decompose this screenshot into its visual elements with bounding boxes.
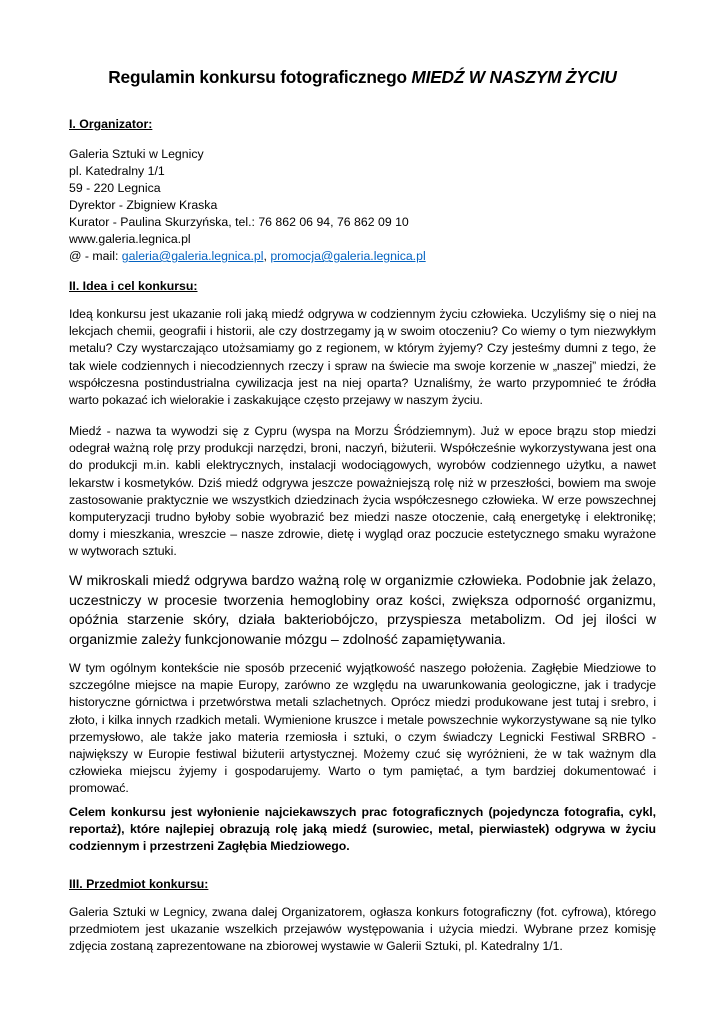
email-prefix: @ - mail: [69,249,122,263]
organizer-name: Galeria Sztuki w Legnicy [69,147,204,161]
organizer-street: pl. Katedralny 1/1 [69,164,165,178]
email-link-promocja[interactable]: promocja@galeria.legnica.pl [270,249,426,263]
organizer-city: 59 - 220 Legnica [69,181,161,195]
section-heading-subject: III. Przedmiot konkursu: [69,877,209,891]
idea-paragraph-1: Ideą konkursu jest ukazanie roli jaką miedź odgrywa w codziennym życiu człowieka. Uczyliśmy się o niej na lekcjach chemii, geografii i historii, ale czy dostrzegamy ją w swoim otoczeniu? Co wiemy o tym niezwykłym metalu? Czy wystarczająco utożsamiamy go z regionem, w którym żyjemy? Czy jesteśmy dumni z tego, że tak wiele codziennych i niecodziennych rzeczy i spraw na świecie ma swoje korzenie w „naszej” miedzi, że współczesna postindustrialna cywilizacja jest na niej oparta? Uznaliśmy, że warto przypomnieć te źródła warto pokazać ich wielorakie i zaskakujące często przejawy w naszym życiu. [69,307,656,408]
organizer-details [69,146,426,265]
organizer-director: Dyrektor - Zbigniew Kraska [69,198,218,212]
title-main: Regulamin konkursu fotograficznego [108,67,412,87]
idea-paragraph-goal: Celem konkursu jest wyłonienie najciekawszych prac fotograficznych (pojedyncza fotografia, cykl, reportaż), które najlepiej obrazują rolę jaką miedź (surowiec, metal, pierwiastek) odgrywa w życiu codziennym i przestrzeni Zagłębia Miedziowego. [69,805,656,854]
organizer-curator: Kurator - Paulina Skurzyńska, tel.: 76 862 06 94, 76 862 09 10 [69,215,409,229]
section-heading-idea: II. Idea i cel konkursu: [69,279,198,293]
organizer-email-line [69,248,426,265]
subject-paragraph-1: Galeria Sztuki w Legnicy, zwana dalej Organizatorem, ogłasza konkurs fotograficzny (fot. cyfrowa), którego przedmiotem jest ukazanie wszelkich przejawów występowania i użycia miedzi. Wybrane przez komisję zdjęcia zostaną zaprezentowane na zbiorowej wystawie w Galerii Sztuki, pl. Katedralny 1/1. [69,905,656,954]
email-link-galeria[interactable]: galeria@galeria.legnica.pl [121,249,264,263]
document-title [0,66,725,88]
email-separator: , [263,249,271,263]
organizer-website: www.galeria.legnica.pl [69,232,191,246]
section-heading-organizer: I. Organizator: [69,117,153,131]
title-emphasis: MIEDŹ W NASZYM ŻYCIU [411,67,617,87]
idea-paragraph-3: W mikroskali miedź odgrywa bardzo ważną rolę w organizmie człowieka. Podobnie jak żelazo, uczestniczy w procesie tworzenia hemoglobiny oraz kości, zwiększa odporność organizmu, opóźnia starzenie skóry, działa bakteriobójczo, przyspiesza metabolizm. Od jej ilości w organizmie zależy funkcjonowanie mózgu – zdolność zapamiętywania. [69,573,656,648]
idea-paragraph-2: Miedź - nazwa ta wywodzi się z Cypru (wyspa na Morzu Śródziemnym). Już w epoce brązu stop miedzi odegrał ważną rolę przy produkcji narzędzi, broni, naczyń, biżuterii. Współcześnie wykorzystywana jest ona do produkcji m.in. kabli elektrycznych, instalacji wodociągowych, wyrobów codziennego użytku, a nawet lekarstw i kosmetyków. Dziś miedź odgrywa jeszcze poważniejszą rolę niż w przeszłości, bowiem ma swoje zastosowanie praktycznie we wszystkich dziedzinach życia współczesnego człowieka. W erze powszechnej komputeryzacji trudno byłoby sobie wyobrazić bez miedzi nasze otoczenie, całą energetykę i elektronikę; domy i mieszkania, wreszcie – nasze zdrowie, dietę i wygląd oraz poczucie estetycznego smaku wyrażone w wytworach sztuki. [69,424,656,559]
idea-paragraph-4: W tym ogólnym kontekście nie sposób przecenić wyjątkowość naszego położenia. Zagłębie Miedziowe to szczególne miejsce na mapie Europy, zarówno ze względu na uwarunkowania geologiczne, jak i tradycje historyczne górnictwa i przetwórstwa metali szlachetnych. Oprócz miedzi produkowane jest tutaj i srebro, i złoto, i kilka innych rzadkich metali. Wymienione kruszce i metale powszechnie wykorzystywane są nie tylko przemysłowo, ale także jako materia rzemiosła i sztuki, o czym świadczy Legnicki Festiwal SRBRO - największy w Europie festiwal biżuterii artystycznej. Możemy czuć się wyróżnieni, że w tak ważnym dla człowieka miejscu żyjemy i gospodarujemy. Warto o tym pamiętać, a tym bardziej dokumentować i promować. [69,661,656,796]
